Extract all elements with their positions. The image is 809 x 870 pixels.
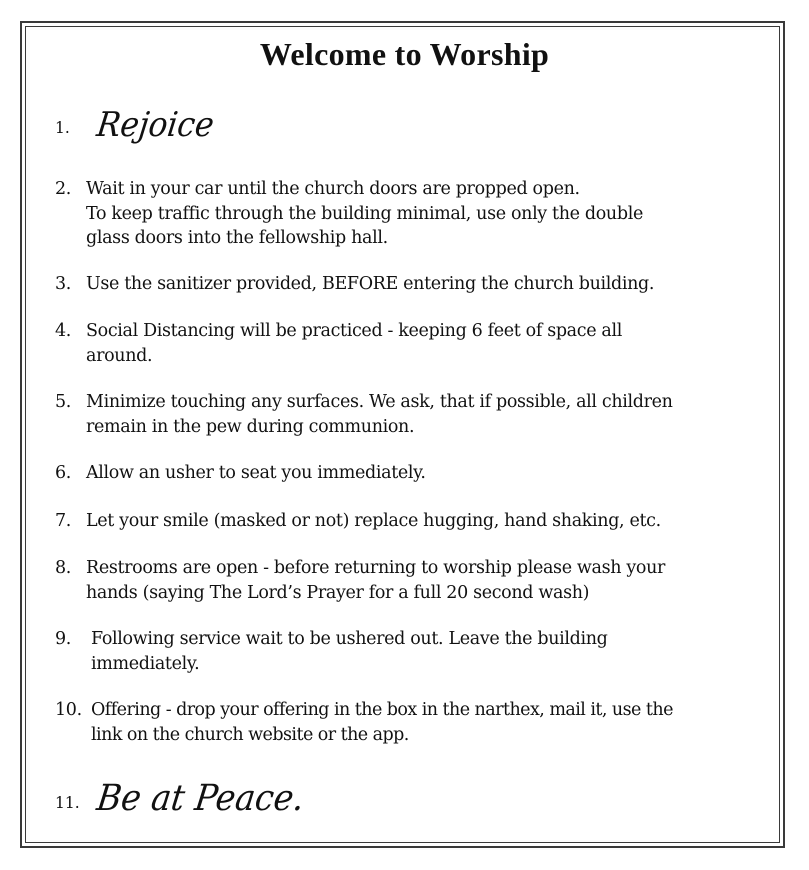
- item-text-line: remain in the pew during communion.: [86, 416, 415, 437]
- item-number: 2.: [55, 179, 71, 199]
- item-text: [86, 556, 775, 605]
- item-text-line: Let your smile (masked or not) replace hugging, hand shaking, etc.: [86, 511, 661, 531]
- item-text-line: Minimize touching any surfaces. We ask, that if possible, all children: [86, 392, 673, 412]
- item-text-line: Social Distancing will be practiced - keeping 6 feet of space all: [86, 321, 623, 341]
- list-item-be-at-peace: [55, 775, 755, 825]
- item-number: 7.: [55, 511, 71, 531]
- list-item: [55, 177, 775, 251]
- item-number: 11.: [55, 794, 80, 812]
- item-text-line: Use the sanitizer provided, BEFORE entering the church building.: [86, 274, 655, 294]
- item-text-line: Offering - drop your offering in the box in the narthex, mail it, use the: [91, 700, 673, 720]
- item-text-line: Wait in your car until the church doors are propped open.: [86, 179, 580, 199]
- list-item-rejoice: [55, 102, 755, 152]
- item-text-line: glass doors into the fellowship hall.: [86, 228, 388, 248]
- item-text: [91, 698, 775, 747]
- page-title: Welcome to Worship: [259, 36, 550, 72]
- item-text: [86, 272, 775, 297]
- rejoice-script-text: Rejoice: [94, 105, 217, 145]
- item-text-line: immediately.: [91, 653, 200, 674]
- item-number: 1.: [55, 119, 70, 137]
- item-text: [86, 461, 775, 486]
- list-item: [55, 509, 775, 534]
- list-item: [55, 272, 775, 297]
- item-text-line: Allow an usher to seat you immediately.: [86, 463, 426, 483]
- item-text: [91, 627, 775, 676]
- item-text: [86, 177, 775, 251]
- item-number: 8.: [55, 558, 71, 578]
- item-text-line: hands (saying The Lord’s Prayer for a full 20 second wash): [86, 582, 590, 603]
- list-item: [55, 390, 775, 439]
- item-text: [86, 509, 775, 534]
- item-text-line: link on the church website or the app.: [91, 724, 409, 745]
- item-text-line: To keep traffic through the building minimal, use only the double: [86, 203, 643, 224]
- item-number: 5.: [55, 392, 71, 412]
- list-item: [55, 461, 775, 486]
- item-number: 9.: [55, 629, 71, 649]
- item-number: 4.: [55, 321, 71, 341]
- list-item: [55, 319, 775, 368]
- item-text: [86, 390, 775, 439]
- item-text-line: around.: [86, 345, 153, 366]
- list-item: [55, 698, 775, 747]
- item-number: 3.: [55, 274, 71, 294]
- be-at-peace-script-text: Be at Peace.: [94, 778, 307, 819]
- item-number: 6.: [55, 463, 71, 483]
- item-number: 10.: [55, 700, 82, 720]
- item-text: [86, 319, 775, 368]
- list-item: [55, 627, 775, 676]
- list-item: [55, 556, 775, 605]
- item-text-line: Following service wait to be ushered out. Leave the building: [91, 629, 608, 649]
- item-text-line: Restrooms are open - before returning to worship please wash your: [86, 558, 666, 578]
